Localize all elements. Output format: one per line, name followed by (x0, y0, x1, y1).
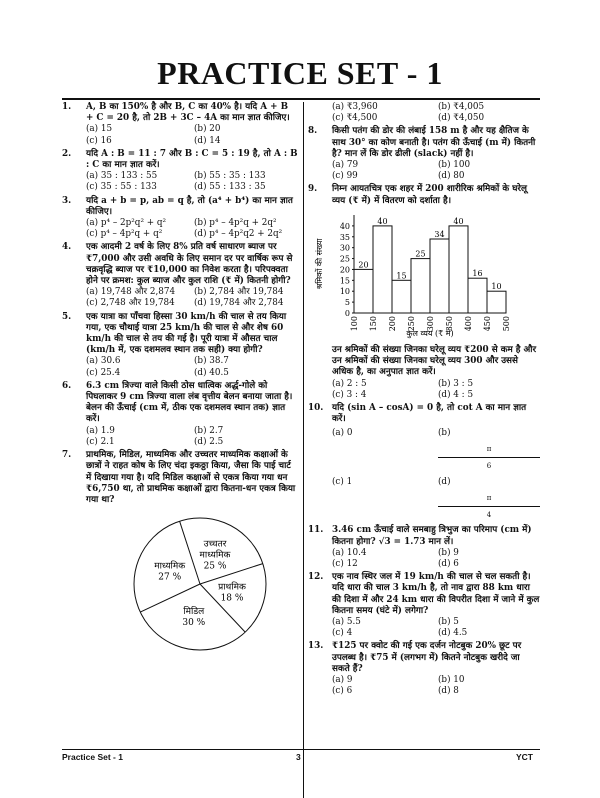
option-c[interactable]: (c) p⁴ – 4p²q + q² (86, 229, 163, 240)
pie-slice-boundary (180, 521, 200, 584)
question-number: 1. (62, 102, 72, 112)
option-c[interactable]: (c) 25.4 (86, 367, 121, 378)
pie-label: उच्चतर (203, 539, 227, 550)
fraction-denominator: 4 (486, 511, 492, 520)
option-d[interactable]: (d) 4 : 5 (438, 389, 474, 400)
option-d-label: (d) (438, 477, 451, 488)
question-text: एक यात्रा का पाँचवा हिस्सा 30 km/h की चाल से तय किया गया, एक चौथाई यात्रा 25 km/h की चाल से और शेष 60 km/h की चाल से तय की गई है। पूरी यात्रा में औसत चाल (km/h में, एक दशमलव स्थान तक सही) क्या होगी? (86, 311, 287, 356)
y-tick-label: 10 (339, 287, 350, 297)
bar-value-label: 25 (415, 249, 426, 259)
question-text: ₹125 पर क्वोट की गई एक दर्जन नोटबुक 20% छूट पर उपलब्ध है। ₹75 में (लगभग में) कितने नोटबुक खरीदे जा सकते हैं? (332, 641, 522, 674)
question-text: 6.3 cm त्रिज्या वाले किसी ठोस धात्विक अर्द्ध-गोले को पिघलाकर 9 cm त्रिज्या वाला लंब वृत्तीय बेलन बनाया जाता है। बेलन की ऊँचाई (cm में, ठीक एक दशमलव स्थान तक) ज्ञात करें। (86, 380, 293, 425)
y-tick-label: 30 (339, 243, 350, 253)
y-axis-label: श्रमिकों की संख्या (315, 238, 324, 290)
question-number: 5. (62, 311, 72, 322)
option-a[interactable]: (a) 10.4 (332, 547, 367, 558)
question-number: 11. (308, 525, 324, 536)
option-b[interactable]: (b) 20 (194, 124, 221, 135)
question-number: 7. (62, 450, 72, 461)
option-c[interactable]: (c) ₹4,500 (332, 113, 378, 124)
x-tick-label: 450 (483, 315, 492, 332)
option-a[interactable]: (a) 9 (332, 675, 353, 686)
option-b[interactable]: (b) 10 (438, 675, 465, 686)
bar-value-label: 20 (358, 260, 369, 270)
option-d[interactable]: (d) 19,784 और 2,784 (194, 298, 284, 309)
histogram-svg (312, 209, 512, 339)
footer-right: YCT (516, 752, 533, 762)
option-b[interactable]: (b) p⁴ – 4p²q + 2q² (194, 218, 277, 229)
x-axis-label: कुल व्यय (₹ में) (406, 328, 454, 338)
question-number: 10. (308, 403, 324, 414)
option-a[interactable]: (a) 2 : 5 (332, 378, 367, 389)
option-a[interactable]: (a) 1.9 (86, 425, 115, 436)
question-1 (62, 102, 298, 147)
histogram-bar (411, 258, 430, 312)
bar-value-label: 16 (472, 269, 483, 279)
x-tick-label: 200 (388, 315, 397, 332)
histogram-bar (373, 226, 392, 313)
question-text: एक नाव स्थिर जल में 19 km/h की चाल से चल सकती है। यदि धारा की चाल 3 km/h है, तो नाव द्वारा 88 km धारा की दिशा में और 24 km धारा की विपरीत दिशा में जाने में कुल कितना समय (घंटे में) लगेगा? (332, 572, 540, 616)
question-10-text: यदि (sin A – cosA) = 0 है, तो cot A का मान ज्ञात करें। (332, 403, 527, 425)
option-d[interactable]: (d) 8 (438, 686, 459, 697)
question-10 (308, 403, 540, 523)
question-number: 9. (308, 184, 318, 195)
option-d[interactable]: (d) 80 (438, 171, 465, 182)
option-d[interactable]: (d) p⁴ – 4p²q2 + 2q² (194, 229, 283, 240)
question-number: 13. (308, 641, 324, 652)
question-text: यदि A : B = 11 : 7 और B : C = 5 : 19 है, तो A : B : C का मान ज्ञात करें। (86, 148, 298, 171)
footer-rule (62, 749, 540, 750)
y-tick-label: 0 (344, 308, 350, 318)
option-a[interactable]: (a) p⁴ – 2p²q² + q² (86, 218, 167, 229)
pie-label: 18 % (220, 593, 244, 604)
page-title: PRACTICE SET - 1 (157, 55, 443, 91)
option-c[interactable]: (c) 35 : 55 : 133 (86, 182, 157, 193)
question-7 (62, 450, 298, 506)
option-d[interactable]: (d) 6 (438, 559, 459, 570)
question-12 (308, 572, 540, 639)
pie-chart (122, 508, 298, 662)
question-9 (308, 184, 540, 206)
option-b[interactable]: (b) 9 (438, 547, 459, 558)
question-number: 4. (62, 242, 72, 253)
option-d[interactable]: (d) 40.5 (194, 367, 229, 378)
question-7-options (308, 102, 540, 124)
question-9-tail (308, 345, 540, 401)
option-b[interactable] (438, 425, 540, 474)
question-number: 2. (62, 148, 72, 159)
question-8 (308, 126, 540, 182)
option-b[interactable]: (b) 2,784 और 19,784 (194, 287, 284, 298)
option-b[interactable]: (b) 2.7 (194, 425, 224, 436)
option-a[interactable]: (a) ₹3,960 (332, 102, 378, 112)
question-6 (62, 381, 298, 448)
option-c[interactable]: (c) 6 (332, 686, 353, 697)
question-text: एक आदमी 2 वर्ष के लिए 8% प्रति वर्ष साधारण ब्याज पर ₹7,000 और उसी अवधि के लिए समान दर पर वार्षिक रूप से चक्रवृद्धि ब्याज पर ₹10,000 का निवेश करता है। परिपक्वता होने पर क्रमश: कुल ब्याज और कुल राशि (₹ में) कितनी होगी? (86, 242, 293, 287)
option-d[interactable]: (d) ₹4,050 (438, 113, 485, 124)
bar-value-label: 10 (491, 282, 502, 292)
option-b[interactable]: (b) 3 : 5 (438, 378, 474, 389)
question-2 (62, 149, 298, 194)
question-text: यदि a + b = p, ab = q है, तो (a⁴ + b⁴) का मान ज्ञात कीजिए। (86, 195, 293, 217)
histogram-bar (392, 280, 411, 313)
bar-value-label: 40 (453, 216, 464, 226)
question-text: प्राथमिक, मिडिल, माध्यमिक और उच्चतर माध्यमिक कक्षाओं के छात्रों ने राहत कोष के लिए चंदा इकठ्ठा किया, जैसा कि पाई चार्ट में दिखाया गया है। यदि मिडिल कक्षाओं से एकत्र किया गया धन ₹6,750 था, तो प्राथमिक कक्षाओं द्वारा कितना-धन एकत्र किया गया था? (86, 450, 296, 505)
y-tick-label: 35 (339, 232, 350, 242)
y-tick-label: 25 (339, 254, 350, 264)
x-tick-label: 250 (407, 315, 416, 332)
y-tick-label: 20 (339, 265, 350, 275)
pie-label: 27 % (158, 572, 182, 583)
fraction-pi-4 (438, 490, 540, 523)
option-b-label: (b) (438, 428, 451, 439)
option-c[interactable]: (c) 16 (86, 135, 112, 146)
y-tick-label: 40 (339, 221, 350, 231)
histogram-bar (430, 239, 449, 313)
column-divider (303, 102, 304, 798)
histogram (312, 209, 540, 343)
question-text: किसी पतंग की डोर की लंबाई 158 m है और यह क्षैतिज के साथ 30° का कोण बनाती है। पतंग की ऊँचाई (m में) कितनी है? मान लें कि डोर ढीली (slack) नहीं है। (332, 126, 536, 159)
x-tick-label: 400 (464, 315, 473, 332)
option-d[interactable] (438, 474, 540, 523)
question-number: 6. (62, 380, 72, 391)
question-text: 3.46 cm ऊँचाई वाले समबाहु त्रिभुज का परिमाप (cm में) कितना होगा? √3 = 1.73 मान लें। (332, 525, 532, 547)
x-tick-label: 350 (445, 315, 454, 332)
y-tick-label: 5 (344, 297, 350, 307)
x-tick-label: 500 (502, 315, 511, 332)
option-a[interactable]: (a) 30.6 (86, 356, 121, 367)
left-column (62, 102, 298, 662)
footer-page-number: 3 (296, 752, 301, 762)
histogram-bar (354, 269, 373, 313)
pie-label: माध्यमिक (199, 550, 231, 561)
pie-chart-svg (122, 508, 282, 658)
option-b[interactable]: (b) 100 (438, 160, 471, 171)
x-tick-label: 100 (350, 315, 359, 332)
pie-label: प्राथमिक (218, 582, 246, 593)
option-d[interactable]: (d) 4.5 (438, 628, 468, 639)
option-a[interactable]: (a) 0 (332, 428, 353, 439)
pie-label: 30 % (182, 618, 206, 629)
option-c[interactable]: (c) 3 : 4 (332, 389, 367, 400)
option-d[interactable]: (d) 2.5 (194, 436, 224, 447)
fraction-numerator: π (438, 490, 540, 507)
option-c[interactable]: (c) 99 (332, 171, 358, 182)
pie-label: मिडिल (183, 607, 205, 618)
option-d[interactable]: (d) 55 : 133 : 35 (194, 182, 266, 193)
question-number: 12. (308, 572, 324, 583)
question-text: निम्न आयतचित्र एक शहर में 200 शारीरिक श्रमिकों के घरेलू व्यय (₹ में) में वितरण को दर्शाता है। (332, 184, 527, 206)
bar-value-label: 40 (377, 216, 388, 226)
option-b[interactable]: (b) 38.7 (194, 356, 229, 367)
question-number: 3. (62, 195, 72, 206)
option-c[interactable]: (c) 2,748 और 19,784 (86, 298, 175, 309)
footer-left: Practice Set - 1 (62, 752, 123, 762)
bar-value-label: 34 (434, 229, 445, 239)
question-text: A, B का 150% है और B, C का 40% है। यदि A + B + C = 20 है, तो 2B + 3C – 4A का मान ज्ञात कीजिए। (86, 102, 290, 124)
option-a[interactable]: (a) 35 : 133 : 55 (86, 171, 158, 182)
option-b[interactable]: (b) 55 : 35 : 133 (194, 171, 266, 182)
question-4 (62, 242, 298, 309)
question-13 (308, 641, 540, 697)
question-3 (62, 196, 298, 241)
option-b[interactable]: (b) 5 (438, 617, 459, 628)
fraction-numerator: π (438, 441, 540, 458)
option-c[interactable]: (c) 1 (332, 477, 353, 488)
x-tick-label: 150 (369, 315, 378, 332)
option-a[interactable]: (a) 19,748 और 2,874 (86, 287, 176, 298)
question-11 (308, 525, 540, 570)
option-a[interactable]: (a) 5.5 (332, 617, 361, 628)
title-rule (62, 98, 540, 100)
pie-label: 25 % (203, 561, 227, 572)
histogram-bar (449, 226, 468, 313)
option-a[interactable]: (a) 79 (332, 160, 359, 171)
fraction-pi-6 (438, 441, 540, 474)
option-c[interactable]: (c) 12 (332, 559, 358, 570)
option-a[interactable]: (a) 15 (86, 124, 113, 135)
y-tick-label: 15 (339, 276, 350, 286)
bar-value-label: 15 (396, 271, 407, 281)
question-5 (62, 312, 298, 379)
x-tick-label: 300 (426, 315, 435, 332)
option-c[interactable]: (c) 4 (332, 628, 353, 639)
right-column (308, 102, 540, 700)
option-b[interactable]: (b) ₹4,005 (438, 102, 485, 112)
question-number: 8. (308, 126, 318, 137)
option-d[interactable]: (d) 14 (194, 135, 221, 146)
histogram-bar (468, 278, 487, 313)
pie-label: माध्यमिक (154, 561, 186, 572)
question-9-tail-text: उन श्रमिकों की संख्या जिनका घरेलू व्यय ₹200 से कम है और उन श्रमिकों की संख्या जिनका घरेलू व्यय 300 और उससे अधिक है, का अनुपात ज्ञात करें। (332, 345, 537, 378)
histogram-bar (487, 291, 506, 313)
option-c[interactable]: (c) 2.1 (86, 436, 115, 447)
fraction-denominator: 6 (486, 462, 492, 471)
